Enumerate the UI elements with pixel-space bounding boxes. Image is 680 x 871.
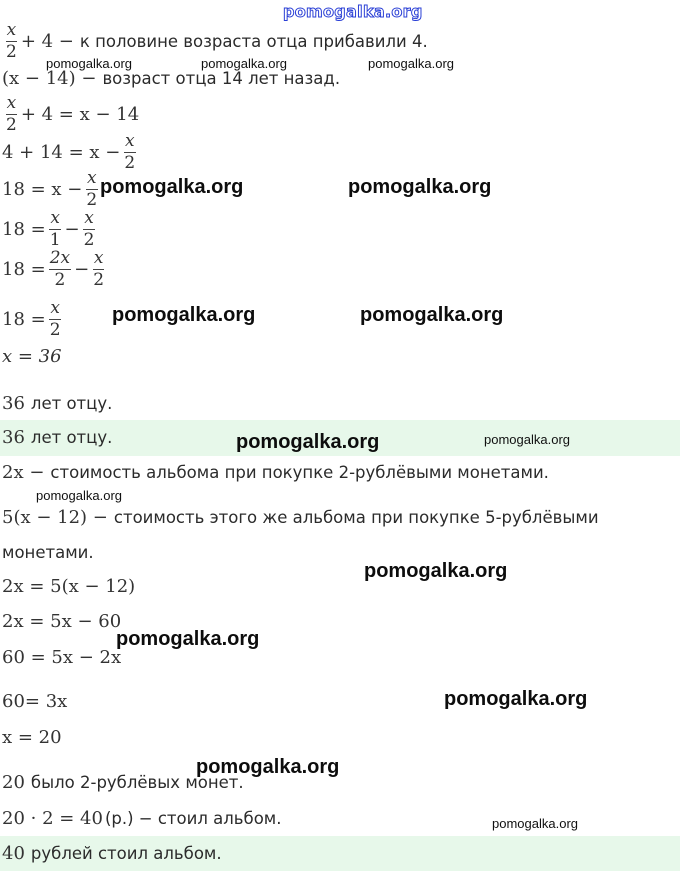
p1-line-2 bbox=[2, 68, 340, 89]
fraction bbox=[49, 300, 62, 339]
p2-line-3 bbox=[2, 543, 94, 562]
watermark-top: pomogalka.org bbox=[283, 2, 423, 21]
denominator: 1 bbox=[49, 230, 61, 250]
math-expr: 18 = bbox=[2, 259, 46, 280]
watermark: pomogalka.org bbox=[116, 628, 260, 650]
denominator: 2 bbox=[83, 230, 95, 250]
p1-line-8 bbox=[2, 300, 65, 339]
p2-line-7 bbox=[2, 691, 67, 712]
math-number: 20 bbox=[2, 772, 25, 793]
watermark: pomogalka.org bbox=[492, 816, 578, 831]
p1-line-4 bbox=[2, 133, 139, 172]
p1-line-10 bbox=[2, 393, 112, 414]
denominator: 2 bbox=[6, 42, 17, 62]
p2-line-2 bbox=[2, 507, 599, 528]
denominator: 2 bbox=[124, 153, 136, 173]
explanation-text: стоимость альбома при покупке 2-рублёвыми монетами. bbox=[50, 463, 549, 482]
math-expr: x = 20 bbox=[2, 727, 62, 748]
math-expr: 18 = bbox=[2, 309, 46, 330]
p2-line-10 bbox=[2, 808, 282, 829]
math-expr: 5(x − 12) − bbox=[2, 507, 108, 528]
explanation-text: возраст отца 14 лет назад. bbox=[102, 69, 341, 88]
denominator: 2 bbox=[86, 190, 98, 210]
numerator: x bbox=[84, 208, 94, 228]
watermark: pomogalka.org bbox=[236, 431, 380, 453]
math-expr: 2x = 5x − 60 bbox=[2, 611, 122, 632]
fraction bbox=[85, 170, 98, 209]
watermark: pomogalka.org bbox=[196, 756, 340, 778]
p1-line-6 bbox=[2, 210, 98, 249]
numerator: x bbox=[6, 20, 17, 40]
math-expr: x = 36 bbox=[2, 346, 62, 367]
math-expr: 18 = x − bbox=[2, 179, 83, 200]
watermark: pomogalka.org bbox=[444, 688, 588, 710]
p2-line-8 bbox=[2, 727, 62, 748]
denominator: 2 bbox=[93, 270, 105, 290]
math-expr: 2x − bbox=[2, 462, 45, 483]
math-expr: 18 = bbox=[2, 219, 46, 240]
watermark: pomogalka.org bbox=[368, 56, 454, 71]
p2-line-4 bbox=[2, 576, 135, 597]
numerator: x bbox=[6, 93, 17, 113]
p2-line-5 bbox=[2, 611, 121, 632]
p1-answer bbox=[2, 427, 112, 448]
math-expr: 4 + 14 = x − bbox=[2, 142, 121, 163]
watermark: pomogalka.org bbox=[364, 560, 508, 582]
numerator: x bbox=[93, 248, 104, 268]
watermark: pomogalka.org bbox=[100, 176, 244, 198]
fraction bbox=[49, 210, 62, 249]
p2-line-6 bbox=[2, 647, 121, 668]
p1-line-9 bbox=[2, 346, 62, 367]
fraction bbox=[92, 250, 105, 289]
denominator: 2 bbox=[6, 115, 17, 135]
explanation-text: было 2-рублёвых монет. bbox=[30, 773, 244, 792]
fraction bbox=[123, 133, 136, 172]
watermark: pomogalka.org bbox=[112, 304, 256, 326]
fraction bbox=[83, 210, 96, 249]
fraction bbox=[5, 95, 18, 134]
explanation-text: (р.) − стоил альбом. bbox=[104, 809, 282, 828]
answer-number: 40 bbox=[2, 843, 25, 864]
p2-line-1 bbox=[2, 462, 549, 483]
p1-line-3 bbox=[2, 95, 139, 134]
math-expr: 20 · 2 = 40 bbox=[2, 808, 103, 829]
explanation-text: к половине возраста отца прибавили 4. bbox=[79, 32, 428, 51]
operator: − bbox=[64, 219, 80, 240]
answer-text: рублей стоил альбом. bbox=[30, 844, 222, 863]
numerator: x bbox=[124, 131, 135, 151]
numerator: x bbox=[87, 168, 97, 188]
watermark: pomogalka.org bbox=[360, 304, 504, 326]
explanation-text: стоимость этого же альбома при покупке 5-рублёвыми bbox=[113, 508, 599, 527]
denominator: 2 bbox=[49, 320, 61, 340]
watermark: pomogalka.org bbox=[46, 56, 132, 71]
watermark: pomogalka.org bbox=[348, 176, 492, 198]
watermark: pomogalka.org bbox=[36, 488, 122, 503]
math-expr: 2x = 5(x − 12) bbox=[2, 576, 136, 597]
numerator: 2x bbox=[49, 248, 71, 268]
p1-line-7 bbox=[2, 250, 108, 289]
numerator: x bbox=[50, 298, 60, 318]
answer-number: 36 bbox=[2, 427, 25, 448]
math-expr: (x − 14) − bbox=[2, 68, 97, 89]
math-expr: 60= 3x bbox=[2, 691, 68, 712]
numerator: x bbox=[50, 208, 60, 228]
math-number: 36 bbox=[2, 393, 25, 414]
operator: − bbox=[74, 259, 90, 280]
explanation-text: монетами. bbox=[2, 543, 94, 562]
fraction bbox=[5, 22, 18, 61]
watermark: pomogalka.org bbox=[201, 56, 287, 71]
p2-answer bbox=[2, 843, 222, 864]
math-expr: + 4 = x − 14 bbox=[20, 104, 140, 125]
math-expr: + 4 − bbox=[20, 31, 74, 52]
denominator: 2 bbox=[54, 270, 66, 290]
p1-line-5 bbox=[2, 170, 101, 209]
math-expr: 60 = 5x − 2x bbox=[2, 647, 122, 668]
watermark: pomogalka.org bbox=[484, 432, 570, 447]
explanation-text: лет отцу. bbox=[30, 394, 113, 413]
answer-text: лет отцу. bbox=[30, 428, 113, 447]
fraction bbox=[49, 250, 71, 289]
